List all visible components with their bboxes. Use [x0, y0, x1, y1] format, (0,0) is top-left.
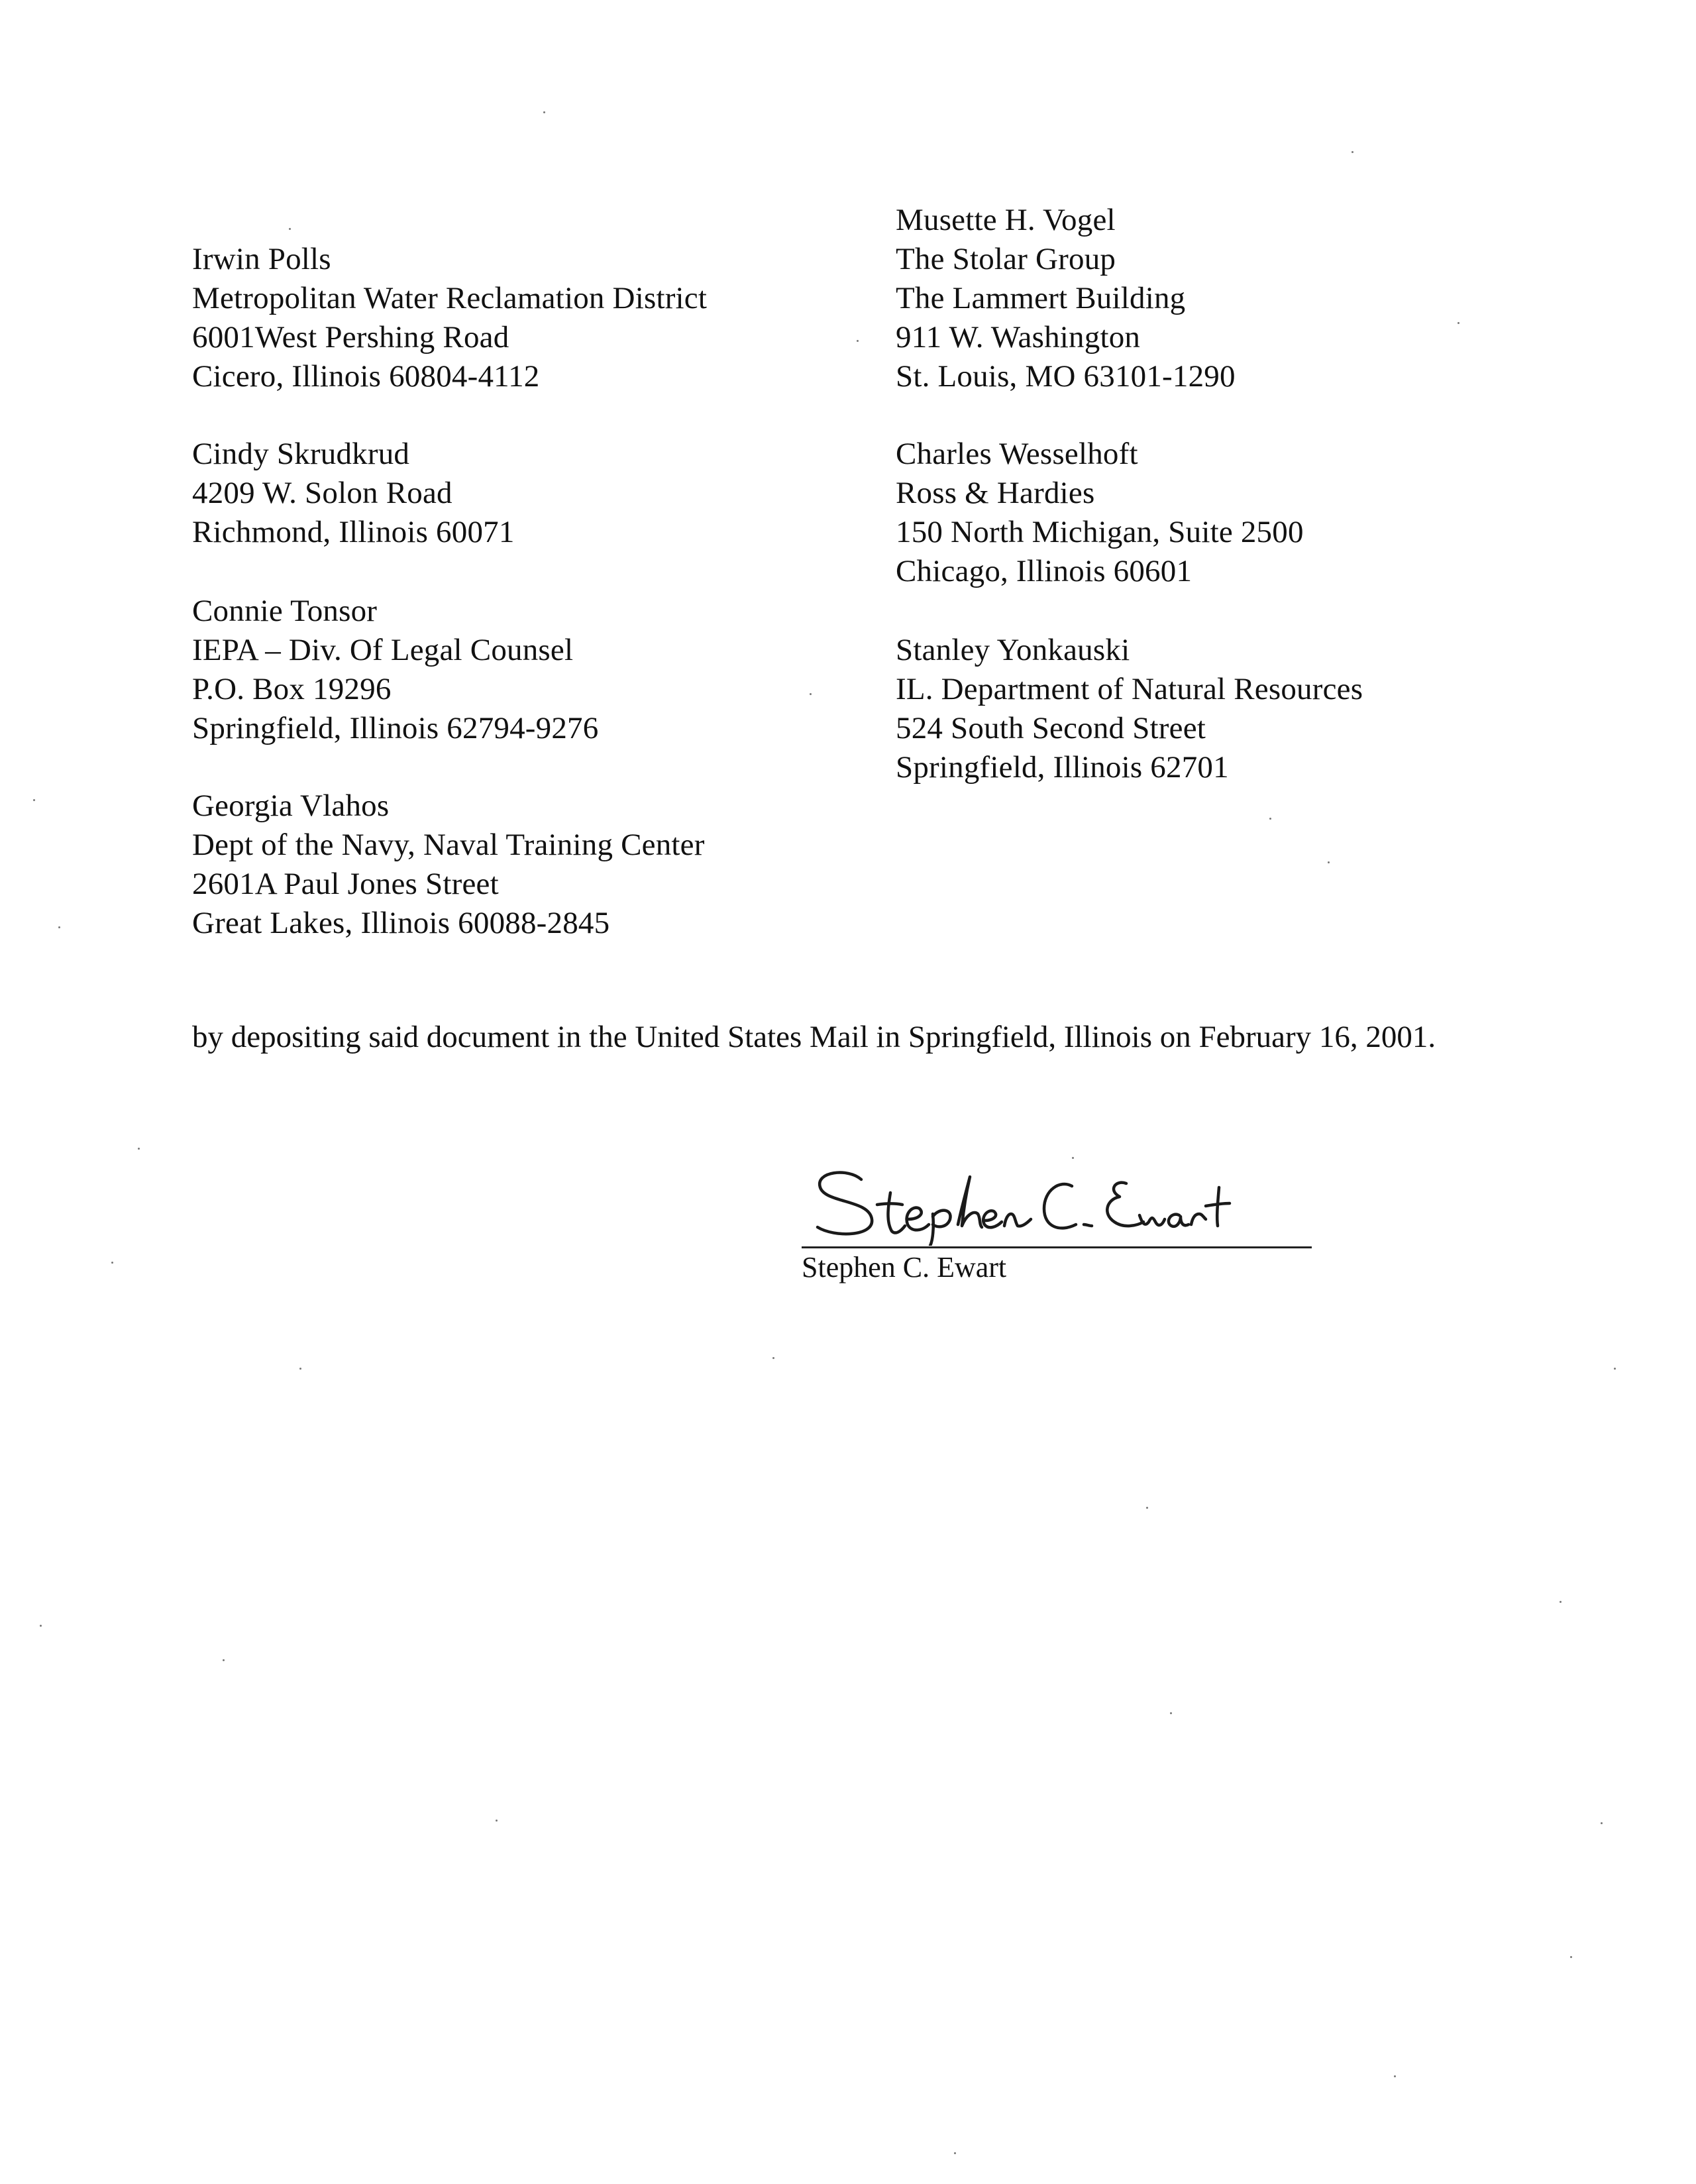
- recipient-musette-vogel: [896, 201, 1236, 396]
- recipient-address-line: Dept of the Navy, Naval Training Center: [192, 828, 705, 862]
- recipient-address-line: Chicago, Illinois 60601: [896, 554, 1192, 588]
- recipient-name: Stanley Yonkauski: [896, 633, 1130, 667]
- recipient-address-line: IEPA – Div. Of Legal Counsel: [192, 633, 574, 667]
- recipient-address-line: The Lammert Building: [896, 281, 1186, 315]
- scan-speck: [289, 228, 291, 230]
- signer-printed-name: Stephen C. Ewart: [802, 1251, 1007, 1283]
- recipient-address-line: St. Louis, MO 63101-1290: [896, 359, 1236, 394]
- recipient-address-line: 2601A Paul Jones Street: [192, 867, 499, 901]
- scan-speck: [299, 1368, 301, 1370]
- scan-speck: [1328, 861, 1330, 863]
- scan-speck: [1458, 322, 1459, 324]
- recipient-address-line: 524 South Second Street: [896, 711, 1206, 745]
- scan-speck: [1601, 1822, 1603, 1824]
- recipient-address-line: Springfield, Illinois 62794-9276: [192, 711, 599, 745]
- recipient-cindy-skrudkrud: [192, 435, 515, 552]
- recipient-connie-tonsor: [192, 592, 598, 748]
- recipient-georgia-vlahos: [192, 787, 705, 943]
- scan-speck: [1170, 1712, 1172, 1714]
- recipient-name: Irwin Polls: [192, 242, 331, 276]
- scan-speck: [1614, 1368, 1616, 1370]
- scan-speck: [810, 693, 812, 695]
- recipient-address-line: 150 North Michigan, Suite 2500: [896, 515, 1304, 549]
- recipient-address-line: 911 W. Washington: [896, 320, 1141, 355]
- closing-statement: by depositing said document in the United States Mail in Springfield, Illinois on February 16, 2001.: [192, 1020, 1436, 1054]
- recipient-charles-wesselhoft: [896, 435, 1304, 591]
- recipient-address-line: P.O. Box 19296: [192, 672, 392, 706]
- recipient-address-line: Richmond, Illinois 60071: [192, 515, 515, 549]
- scan-speck: [1394, 2075, 1396, 2077]
- scan-speck: [1146, 1507, 1148, 1509]
- recipient-stanley-yonkauski: [896, 631, 1363, 787]
- handwritten-signature: [808, 1153, 1232, 1246]
- recipient-address-line: Cicero, Illinois 60804-4112: [192, 359, 540, 394]
- recipient-address-line: IL. Department of Natural Resources: [896, 672, 1363, 706]
- scan-speck: [1072, 1157, 1074, 1159]
- recipient-address-line: Ross & Hardies: [896, 476, 1095, 510]
- scan-speck: [1269, 818, 1271, 820]
- recipient-address-line: Metropolitan Water Reclamation District: [192, 281, 708, 315]
- recipient-address-line: The Stolar Group: [896, 242, 1116, 276]
- recipient-name: Cindy Skrudkrud: [192, 437, 410, 471]
- scan-speck: [223, 1659, 225, 1661]
- scan-speck: [58, 926, 60, 928]
- recipient-address-line: Great Lakes, Illinois 60088-2845: [192, 906, 610, 940]
- scan-speck: [954, 2152, 956, 2154]
- scan-speck: [138, 1148, 140, 1150]
- scan-speck: [496, 1820, 498, 1822]
- signature-line: [802, 1246, 1312, 1248]
- scan-speck: [543, 111, 545, 113]
- scan-speck: [1560, 1601, 1562, 1603]
- scan-speck: [772, 1357, 774, 1359]
- scan-speck: [33, 799, 35, 801]
- scan-speck: [1570, 1956, 1572, 1958]
- recipient-address-line: 6001West Pershing Road: [192, 320, 509, 355]
- recipient-name: Charles Wesselhoft: [896, 437, 1138, 471]
- recipient-irwin-polls: [192, 240, 707, 396]
- recipient-name: Georgia Vlahos: [192, 789, 390, 823]
- scan-speck: [40, 1625, 42, 1627]
- recipient-name: Connie Tonsor: [192, 594, 378, 628]
- scan-speck: [1352, 151, 1353, 153]
- signature-block: [795, 1153, 1325, 1299]
- scan-speck: [111, 1262, 113, 1264]
- scan-speck: [857, 340, 859, 342]
- recipient-address-line: 4209 W. Solon Road: [192, 476, 452, 510]
- recipient-name: Musette H. Vogel: [896, 203, 1116, 237]
- recipient-address-line: Springfield, Illinois 62701: [896, 750, 1229, 785]
